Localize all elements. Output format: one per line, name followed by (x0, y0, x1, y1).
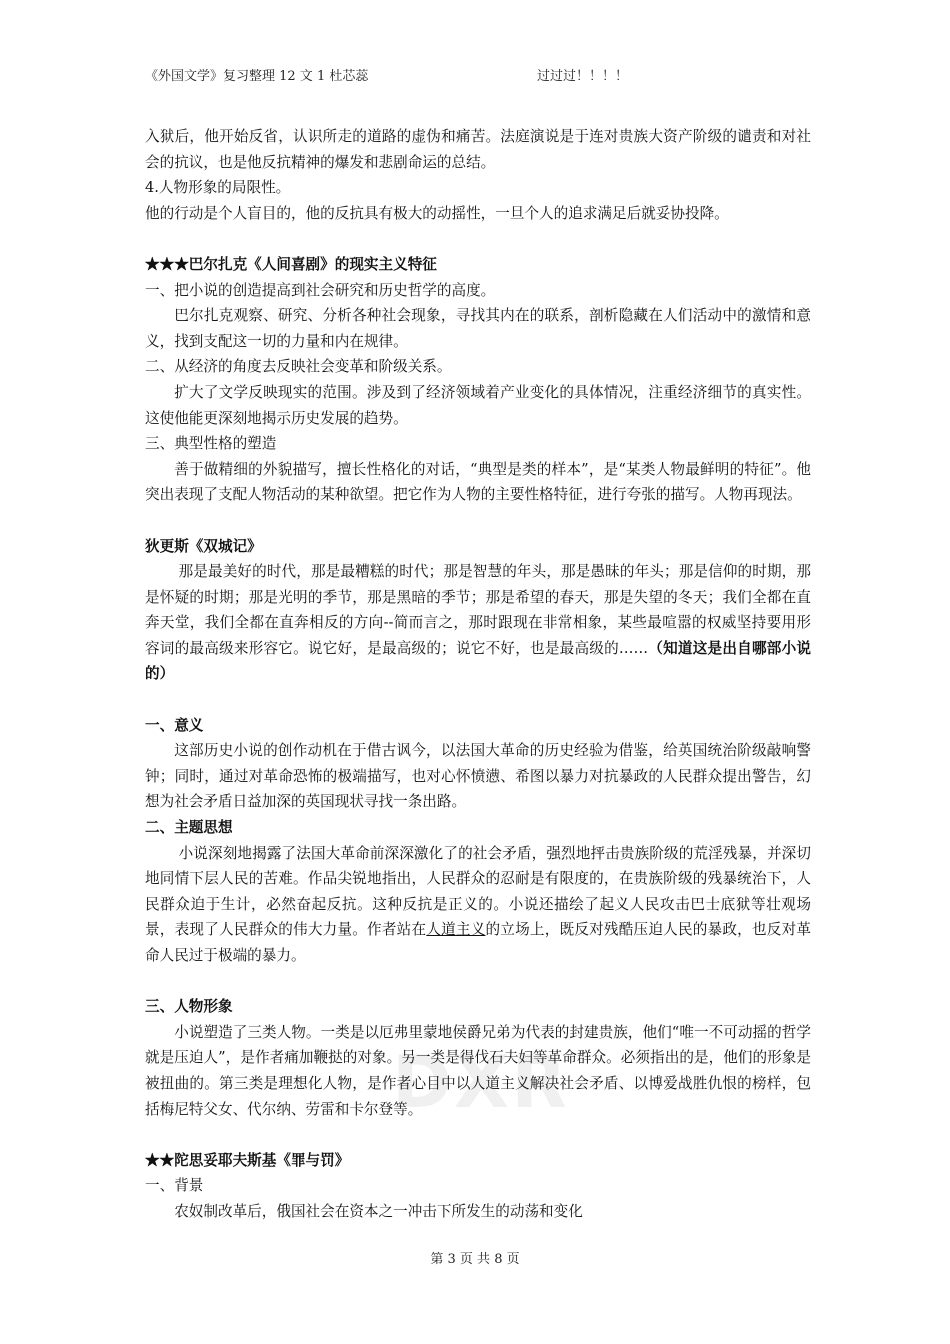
balzac-heading: ★★★巴尔扎克《人间喜剧》的现实主义特征 (145, 255, 437, 273)
dickens-section-2-text-b: 的立场上，既反对残酷压迫人民的暴政，也反对革命人民过于极端的暴力。 (145, 921, 811, 964)
dickens-quote-text: 那是最美好的时代，那是最糟糕的时代；那是智慧的年头，那是愚昧的年头；那是信仰的时期，那是怀疑的时期；那是光明的季节，那是黑暗的季节；那是希望的春天，那是失望的冬天；我们全都在直奔天堂，我们全都在直奔相反的方向--简而言之，那时跟现在非常相象，某些最喧嚣的权威坚持要用形容词的最高级来形容它。说它好，是最高级的；说它不好，也是最高级的…… (145, 563, 811, 657)
dostoevsky-section-1-body: 农奴制改革后，俄国社会在资本之一冲击下所发生的动荡和变化 (174, 1202, 583, 1220)
humanism-link[interactable]: 人道主义 (426, 921, 486, 939)
balzac-section-1-title: 一、把小说的创造提高到社会研究和历史哲学的高度。 (145, 281, 496, 299)
header-note: 过过过！！！！ (537, 69, 629, 84)
dickens-section-2-title: 二、主题思想 (145, 819, 233, 837)
dickens-section-1-body: 这部历史小说的创作动机在于借古讽今，以法国大革命的历史经验为借鉴，给英国统治阶级敲响警钟；同时，通过对革命恐怖的极端描写，也对心怀愤懑、希图以暴力对抗暴政的人民群众提出警告，幻想为社会矛盾日益加深的英国现状寻找一条出路。 (145, 742, 811, 811)
balzac-section-2-body: 扩大了文学反映现实的范围。涉及到了经济领域着产业变化的具体情况，注重经济细节的真实性。这使他能更深刻地揭示历史发展的趋势。 (145, 383, 811, 427)
balzac-section-3-body: 善于做精细的外貌描写，擅长性格化的对话，“典型是类的样本”，是“某类人物最鲜明的特征”。他突出表现了支配人物活动的某种欲望。把它作为人物的主要性格特征，进行夸张的描写。人物再现法。 (145, 460, 811, 504)
dickens-quote (145, 559, 811, 687)
watermark-logo: DXR (392, 1040, 569, 1124)
paragraph-prison: 入狱后，他开始反省，认识所走的道路的虚伪和痛苦。法庭演说是于连对贵族大资产阶级的谴责和对社会的抗议，也是他反抗精神的爆发和悲剧命运的总结。 (145, 128, 811, 171)
dickens-section-2-body (145, 841, 811, 969)
dickens-section-3-title: 三、人物形象 (145, 998, 233, 1016)
document-body (145, 124, 811, 1225)
paragraph-limitation-body: 他的行动是个人盲目的，他的反抗具有极大的动摇性，一旦个人的追求满足后就妥协投降。 (145, 204, 729, 222)
dostoevsky-heading: ★★陀思妥耶夫斯基《罪与罚》 (145, 1151, 350, 1169)
header-course-title: 《外国文学》复习整理 12 文 1 杜芯蕊 (145, 69, 369, 84)
balzac-section-3-title: 三、典型性格的塑造 (145, 435, 277, 453)
dostoevsky-section-1-title: 一、背景 (145, 1177, 204, 1195)
dickens-section-1-title: 一、意义 (145, 716, 204, 734)
dickens-section-2-text-a: 小说深刻地揭露了法国大革命前深深激化了的社会矛盾，强烈地抨击贵族阶级的荒淫残暴，并深切地同情下层人民的苦难。作品尖锐地指出，人民群众的忍耐是有限度的，在贵族阶级的残暴统治下，人民群众迫于生计，必然奋起反抗。这种反抗是正义的。小说还描绘了起义人民攻击巴士底狱等壮观场景，表现了人民群众的伟大力量。作者站在 (145, 844, 811, 939)
dickens-quote-note: （知道这是出自哪部小说的） (145, 639, 811, 683)
dickens-heading: 狄更斯《双城记》 (145, 537, 262, 555)
balzac-section-1-body: 巴尔扎克观察、研究、分析各种社会现象，寻找其内在的联系，剖析隐藏在人们活动中的激情和意义，找到支配这一切的力量和内在规律。 (145, 307, 811, 350)
page-number: 第 3 页 共 8 页 (430, 1252, 520, 1267)
paragraph-limitation-title: 4.人物形象的局限性。 (145, 179, 291, 197)
dickens-section-3-body: 小说塑造了三类人物。一类是以厄弗里蒙地侯爵兄弟为代表的封建贵族，他们“唯一不可动摇的哲学就是压迫人”，是作者痛加鞭挞的对象。另一类是得伐石夫妇等革命群众。必须指出的是，他们的形象是被扭曲的。第三类是理想化人物，是作者心目中以人道主义解决社会矛盾、以博爱战胜仇恨的榜样，包括梅尼特父女、代尔纳、劳雷和卡尔登等。 (145, 1023, 811, 1118)
balzac-section-2-title: 二、从经济的角度去反映社会变革和阶级关系。 (145, 358, 452, 376)
page-footer (0, 1248, 950, 1267)
